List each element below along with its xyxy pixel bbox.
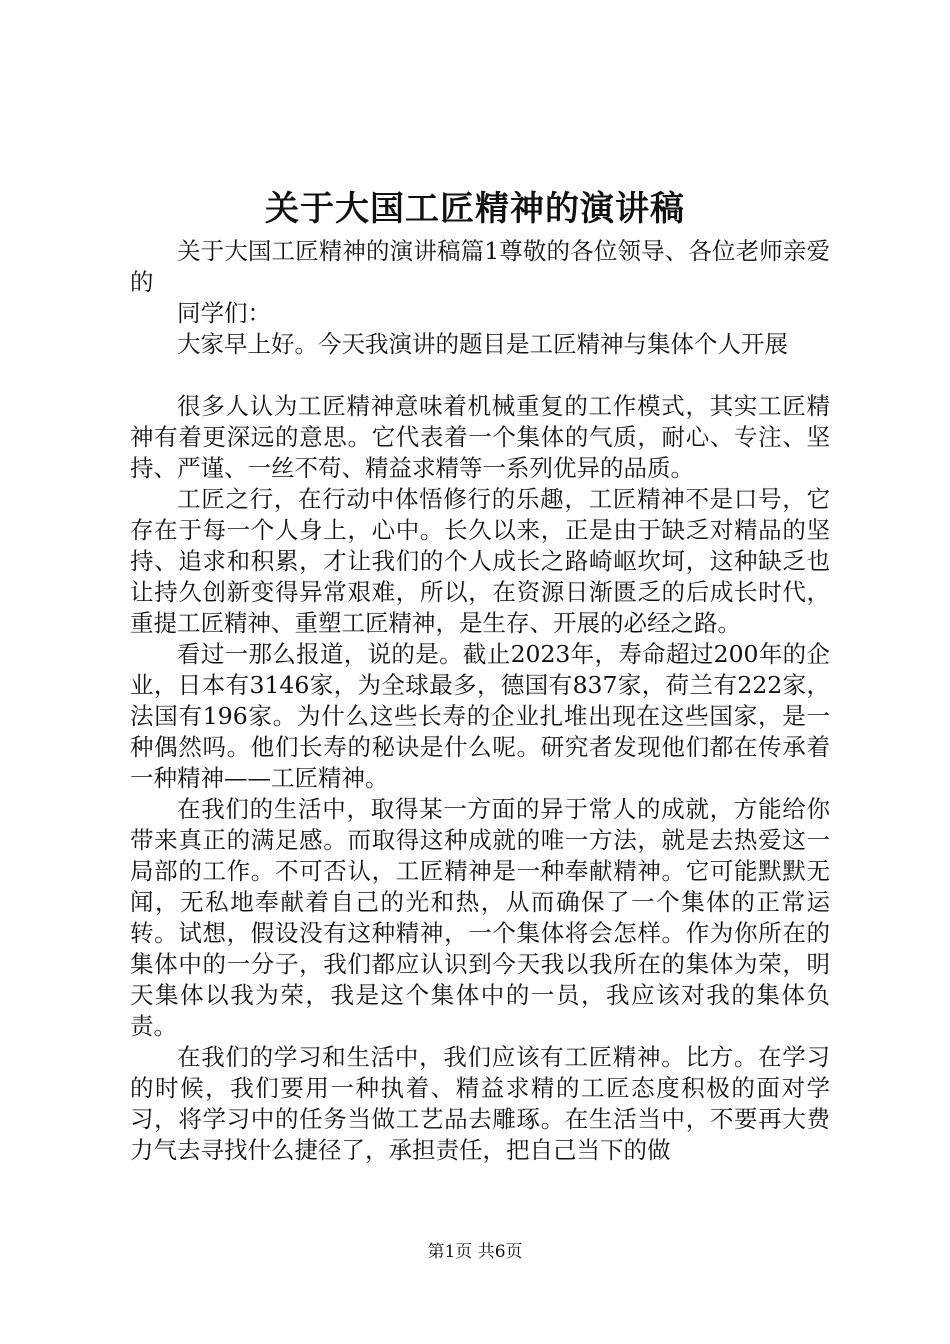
paragraph-8: 在我们的学习和生活中，我们应该有工匠精神。比方。在学习的时候，我们要用一种执着、精益求精的工匠态度积极的面对学习，将学习中的任务当做工艺品去雕琢。在生活当中，不要再大费力气去寻找什么捷径了，承担责任，把自己当下的做 [130, 1043, 830, 1164]
paragraph-6: 看过一那么报道，说的是。截止2023年，寿命超过200年的企业，日本有3146家，为全球最多，德国有837家，荷兰有222家，法国有196家。为什么这些长寿的企业扎堆出现在这些国家，是一种偶然吗。他们长寿的秘诀是什么呢。研究者发现他们都在传承着一种精神——工匠精神。 [130, 640, 830, 792]
paragraph-3: 大家早上好。今天我演讲的题目是工匠精神与集体个人开展 [177, 330, 788, 358]
document-body [130, 236, 830, 1166]
paragraph-5: 工匠之行，在行动中体悟修行的乐趣，工匠精神不是口号，它存在于每一个人身上，心中。长久以来，正是由于缺乏对精品的坚持、追求和积累，才让我们的个人成长之路崎岖坎坷，这种缺乏也让持久创新变得异常艰难，所以，在资源日渐匮乏的后成长时代，重提工匠精神、重塑工匠精神，是生存、开展的必经之路。 [130, 485, 830, 637]
paragraph-2: 同学们： [177, 299, 271, 327]
paragraph-7: 在我们的生活中，取得某一方面的异于常人的成就，方能给你带来真正的满足感。而取得这种成就的唯一方法，就是去热爱这一局部的工作。不可否认，工匠精神是一种奉献精神。它可能默默无闻，无私地奉献着自己的光和热，从而确保了一个集体的正常运转。试想，假设没有这种精神，一个集体将会怎样。作为你所在的集体中的一分子，我们都应认识到今天我以我所在的集体为荣，明天集体以我为荣，我是这个集体中的一员，我应该对我的集体负责。 [130, 795, 830, 1040]
paragraph-4: 很多人认为工匠精神意味着机械重复的工作模式，其实工匠精神有着更深远的意思。它代表着一个集体的气质，耐心、专注、坚持、严谨、一丝不苟、精益求精等一系列优异的品质。 [130, 392, 830, 482]
page-footer: 第1页 共6页 [427, 1242, 523, 1262]
paragraph-1: 关于大国工匠精神的演讲稿篇1尊敬的各位领导、各位老师亲爱的 [130, 237, 830, 296]
document-title: 关于大国工匠精神的演讲稿 [265, 189, 685, 229]
